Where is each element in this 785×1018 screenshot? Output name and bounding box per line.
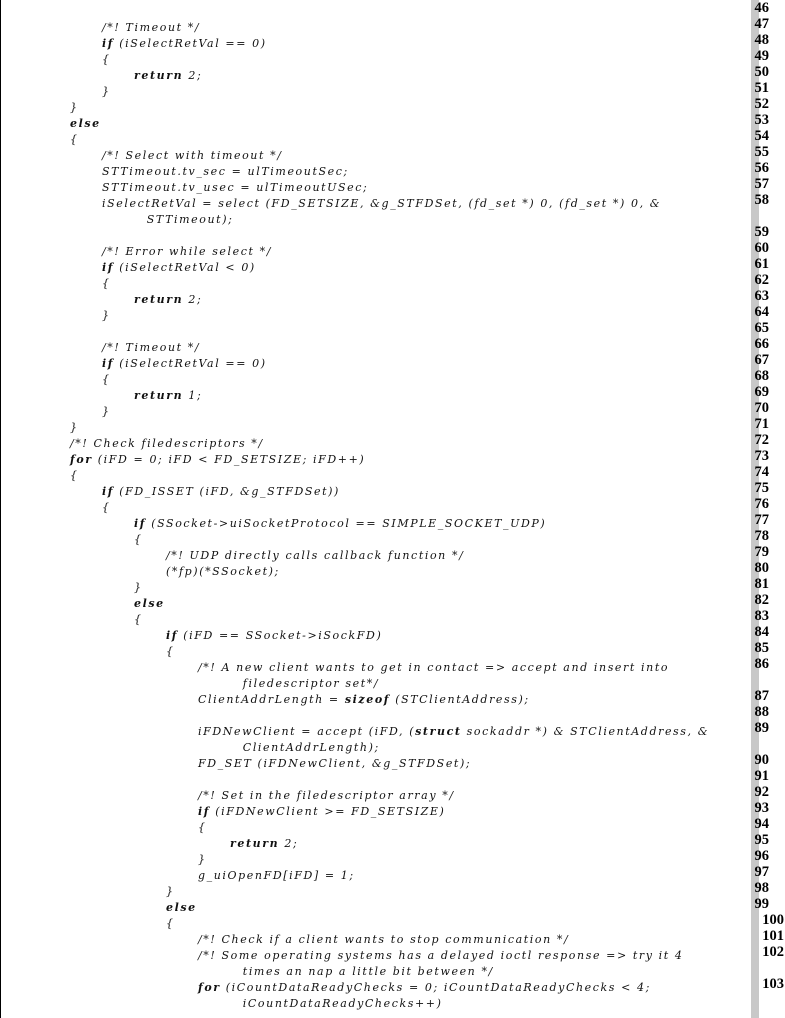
code-content: sockaddr *) & STClientAddress, &	[461, 725, 710, 738]
line-number: 74	[754, 464, 769, 480]
code-line	[0, 688, 785, 708]
code-text	[134, 516, 546, 532]
code-text	[70, 132, 79, 148]
code-line	[0, 256, 785, 276]
code-text	[198, 724, 709, 740]
code-content: }	[166, 885, 175, 898]
line-number: 54	[754, 128, 769, 144]
line-number: 46	[754, 0, 769, 16]
code-content: STTimeout.tv_sec = ulTimeoutSec;	[102, 165, 349, 178]
code-content: (SSocket->uiSocketProtocol == SIMPLE_SOCKET_UDP)	[146, 517, 547, 530]
line-number: 78	[754, 528, 769, 544]
line-number: 94	[754, 816, 769, 832]
code-line	[0, 160, 785, 180]
code-text	[102, 308, 111, 324]
code-line	[0, 224, 785, 244]
code-content: (FD_ISSET (iFD, &g_STFDSet))	[114, 485, 340, 498]
code-text	[70, 420, 79, 436]
code-text	[243, 676, 379, 692]
line-number: 102	[762, 944, 784, 960]
code-text	[102, 340, 200, 356]
code-keyword: if	[102, 357, 115, 370]
line-number: 56	[754, 160, 769, 176]
code-line	[0, 304, 785, 324]
code-keyword: for	[70, 453, 93, 466]
code-text	[166, 548, 464, 564]
code-line	[0, 560, 785, 580]
code-keyword: if	[134, 517, 147, 530]
code-text	[198, 932, 569, 948]
code-text	[102, 196, 661, 212]
code-content: /*! Error while select */	[102, 245, 273, 258]
code-line	[0, 144, 785, 164]
code-text	[102, 164, 349, 180]
code-line	[0, 80, 785, 100]
code-keyword: struct	[415, 725, 462, 738]
code-text	[102, 148, 283, 164]
code-text	[243, 964, 494, 980]
code-keyword: return	[134, 389, 184, 402]
code-content: /*! Some operating systems has a delayed ioctl response => try it 4	[198, 949, 684, 962]
code-line	[0, 832, 785, 852]
code-prefix: ClientAddrLength =	[198, 693, 345, 706]
code-line	[0, 128, 785, 148]
code-line	[0, 496, 785, 516]
code-keyword: return	[134, 69, 184, 82]
code-text	[166, 628, 382, 644]
line-number: 103	[762, 976, 784, 992]
code-text	[70, 468, 79, 484]
code-content: (iCountDataReadyChecks = 0; iCountDataReadyChecks < 4;	[220, 981, 651, 994]
line-number: 79	[754, 544, 769, 560]
code-content: /*! Timeout */	[102, 341, 201, 354]
code-content: 2;	[183, 69, 203, 82]
line-number: 97	[754, 864, 769, 880]
code-content: /*! A new client wants to get in contact => accept and insert into	[198, 661, 670, 674]
code-prefix: iFDNewClient = accept (iFD, (	[198, 725, 416, 738]
code-text	[198, 948, 684, 964]
code-text	[102, 260, 256, 276]
code-line	[0, 288, 785, 308]
code-text	[102, 36, 267, 52]
code-line	[0, 800, 785, 820]
code-text	[198, 788, 455, 804]
code-content: filedescriptor set*/	[242, 677, 380, 690]
line-number: 86	[754, 656, 769, 672]
code-content: times an nap a little bit between */	[242, 965, 494, 978]
line-number: 100	[762, 912, 784, 928]
code-line	[0, 964, 785, 980]
code-line	[0, 416, 785, 436]
code-text	[102, 276, 111, 292]
code-line	[0, 512, 785, 532]
code-line	[0, 880, 785, 900]
line-number: 61	[754, 256, 769, 272]
code-content: (iSelectRetVal == 0)	[114, 37, 267, 50]
code-content: STTimeout);	[146, 213, 234, 226]
code-content: /*! Timeout */	[102, 21, 201, 34]
line-number: 69	[754, 384, 769, 400]
code-line	[0, 528, 785, 548]
code-line	[0, 368, 785, 388]
code-line	[0, 192, 785, 212]
code-line	[0, 352, 785, 372]
line-number: 50	[754, 64, 769, 80]
code-line	[0, 608, 785, 628]
code-line	[0, 864, 785, 884]
code-line	[0, 768, 785, 788]
code-line	[0, 928, 785, 948]
line-number: 52	[754, 96, 769, 112]
code-text	[134, 580, 143, 596]
line-number: 93	[754, 800, 769, 816]
code-content: }	[134, 581, 143, 594]
code-text	[102, 356, 267, 372]
code-line	[0, 720, 785, 740]
code-content: }	[70, 421, 79, 434]
code-text	[166, 884, 175, 900]
code-line	[0, 176, 785, 196]
code-line	[0, 624, 785, 644]
line-number: 75	[754, 480, 769, 496]
line-number: 81	[754, 576, 769, 592]
line-number: 73	[754, 448, 769, 464]
code-content: {	[102, 277, 111, 290]
code-content: /*! Select with timeout */	[102, 149, 283, 162]
code-content: 1;	[183, 389, 203, 402]
code-text	[102, 500, 111, 516]
code-text	[198, 692, 530, 708]
code-text	[102, 20, 200, 36]
code-line	[0, 576, 785, 596]
code-content: (*fp)(*SSocket);	[166, 565, 280, 578]
code-text	[134, 388, 202, 404]
code-line	[0, 976, 785, 996]
code-line	[0, 272, 785, 292]
line-number: 83	[754, 608, 769, 624]
code-line	[0, 896, 785, 916]
line-number: 57	[754, 176, 769, 192]
code-keyword: if	[102, 37, 115, 50]
code-content: {	[134, 613, 143, 626]
line-number: 72	[754, 432, 769, 448]
line-number: 77	[754, 512, 769, 528]
line-number: 90	[754, 752, 769, 768]
code-line	[0, 96, 785, 116]
code-text	[230, 836, 298, 852]
line-number: 53	[754, 112, 769, 128]
line-number: 89	[754, 720, 769, 736]
code-content: {	[166, 645, 175, 658]
line-number: 67	[754, 352, 769, 368]
code-line	[0, 676, 785, 692]
code-line	[0, 212, 785, 228]
code-keyword: if	[102, 485, 115, 498]
code-text	[134, 532, 143, 548]
code-line	[0, 384, 785, 404]
line-number: 49	[754, 48, 769, 64]
code-text	[70, 436, 264, 452]
code-text	[102, 52, 111, 68]
line-number: 47	[754, 16, 769, 32]
code-text	[198, 852, 207, 868]
code-line	[0, 16, 785, 36]
code-content: /*! UDP directly calls callback function */	[166, 549, 465, 562]
code-line	[0, 336, 785, 356]
code-content: }	[102, 309, 111, 322]
line-number: 99	[754, 896, 769, 912]
code-content: {	[102, 53, 111, 66]
code-text	[102, 372, 111, 388]
code-text	[102, 180, 368, 196]
code-content: {	[102, 501, 111, 514]
code-text	[147, 212, 234, 228]
code-text	[134, 292, 202, 308]
code-content: iSelectRetVal = select (FD_SETSIZE, &g_STFDSet, (fd_set *) 0, (fd_set *) 0, &	[102, 197, 662, 210]
code-line	[0, 848, 785, 868]
code-content: /*! Set in the filedescriptor array */	[198, 789, 455, 802]
code-line	[0, 816, 785, 836]
line-number: 71	[754, 416, 769, 432]
code-text	[102, 84, 111, 100]
line-number: 87	[754, 688, 769, 704]
code-content: {	[198, 821, 207, 834]
code-content: 2;	[279, 837, 299, 850]
code-content: ClientAddrLength);	[242, 741, 380, 754]
code-keyword: if	[198, 805, 211, 818]
line-number: 62	[754, 272, 769, 288]
code-content: /*! Check if a client wants to stop communication */	[198, 933, 570, 946]
code-text	[134, 596, 165, 612]
code-line	[0, 752, 785, 772]
line-number: 95	[754, 832, 769, 848]
code-line	[0, 448, 785, 468]
code-line	[0, 480, 785, 500]
line-number: 84	[754, 624, 769, 640]
code-content: (iFD == SSocket->iSockFD)	[178, 629, 383, 642]
line-number: 65	[754, 320, 769, 336]
code-line	[0, 432, 785, 452]
code-content: (iFDNewClient >= FD_SETSIZE)	[210, 805, 446, 818]
line-number: 92	[754, 784, 769, 800]
code-keyword: if	[102, 261, 115, 274]
line-number: 98	[754, 880, 769, 896]
code-line	[0, 240, 785, 260]
code-text	[198, 804, 445, 820]
line-number: 85	[754, 640, 769, 656]
line-number: 51	[754, 80, 769, 96]
code-line	[0, 784, 785, 804]
code-line	[0, 112, 785, 132]
code-content: }	[198, 853, 207, 866]
code-keyword: sizeof	[344, 693, 391, 706]
code-text	[243, 740, 380, 756]
code-text	[70, 100, 79, 116]
code-text	[243, 996, 443, 1012]
code-line	[0, 912, 785, 932]
code-content: }	[102, 405, 111, 418]
code-content: {	[102, 373, 111, 386]
code-line	[0, 464, 785, 484]
code-text	[102, 404, 111, 420]
code-line	[0, 996, 785, 1012]
code-keyword: return	[134, 293, 184, 306]
line-number: 101	[762, 928, 784, 944]
code-text	[102, 244, 272, 260]
code-keyword: for	[198, 981, 221, 994]
code-content: 2;	[183, 293, 203, 306]
line-number: 59	[754, 224, 769, 240]
code-content: }	[102, 85, 111, 98]
line-number: 55	[754, 144, 769, 160]
line-number: 82	[754, 592, 769, 608]
code-content: {	[134, 533, 143, 546]
code-content: {	[70, 133, 79, 146]
line-number: 63	[754, 288, 769, 304]
code-keyword: else	[134, 597, 165, 610]
code-keyword: return	[230, 837, 280, 850]
code-text	[198, 820, 207, 836]
line-number: 96	[754, 848, 769, 864]
code-text	[166, 644, 175, 660]
code-text	[134, 68, 202, 84]
code-line	[0, 544, 785, 564]
line-number: 68	[754, 368, 769, 384]
line-number: 76	[754, 496, 769, 512]
line-number: 60	[754, 240, 769, 256]
code-content: iCountDataReadyChecks++)	[242, 997, 443, 1010]
code-text	[198, 660, 669, 676]
code-text	[70, 116, 101, 132]
line-number: 91	[754, 768, 769, 784]
code-text	[198, 980, 651, 996]
code-line	[0, 48, 785, 68]
code-keyword: else	[70, 117, 101, 130]
code-content: {	[70, 469, 79, 482]
line-number: 58	[754, 192, 769, 208]
line-number: 64	[754, 304, 769, 320]
code-line	[0, 400, 785, 420]
code-line	[0, 944, 785, 964]
code-text	[134, 612, 143, 628]
code-content: /*! Check filedescriptors */	[70, 437, 264, 450]
code-content: g_uiOpenFD[iFD] = 1;	[198, 869, 355, 882]
code-content: (STClientAddress);	[390, 693, 530, 706]
code-text	[198, 756, 471, 772]
code-line	[0, 320, 785, 340]
code-line	[0, 32, 785, 52]
code-text	[166, 564, 280, 580]
code-line	[0, 592, 785, 612]
code-line	[0, 704, 785, 724]
code-keyword: else	[166, 901, 197, 914]
code-content: (iFD = 0; iFD < FD_SETSIZE; iFD++)	[92, 453, 366, 466]
code-text	[166, 916, 175, 932]
code-content: STTimeout.tv_usec = ulTimeoutUSec;	[102, 181, 369, 194]
code-text	[198, 868, 355, 884]
code-text	[102, 484, 340, 500]
code-content: {	[166, 917, 175, 930]
code-text	[166, 900, 197, 916]
code-line	[0, 640, 785, 660]
code-content: (iSelectRetVal < 0)	[114, 261, 256, 274]
code-line	[0, 656, 785, 676]
code-keyword: if	[166, 629, 179, 642]
code-content: FD_SET (iFDNewClient, &g_STFDSet);	[198, 757, 472, 770]
code-content: (iSelectRetVal == 0)	[114, 357, 267, 370]
line-number: 88	[754, 704, 769, 720]
code-line	[0, 64, 785, 84]
code-content: }	[70, 101, 79, 114]
line-number: 80	[754, 560, 769, 576]
line-number: 70	[754, 400, 769, 416]
line-number: 66	[754, 336, 769, 352]
code-line	[0, 0, 785, 20]
code-text	[70, 452, 365, 468]
line-number: 48	[754, 32, 769, 48]
code-line	[0, 740, 785, 756]
